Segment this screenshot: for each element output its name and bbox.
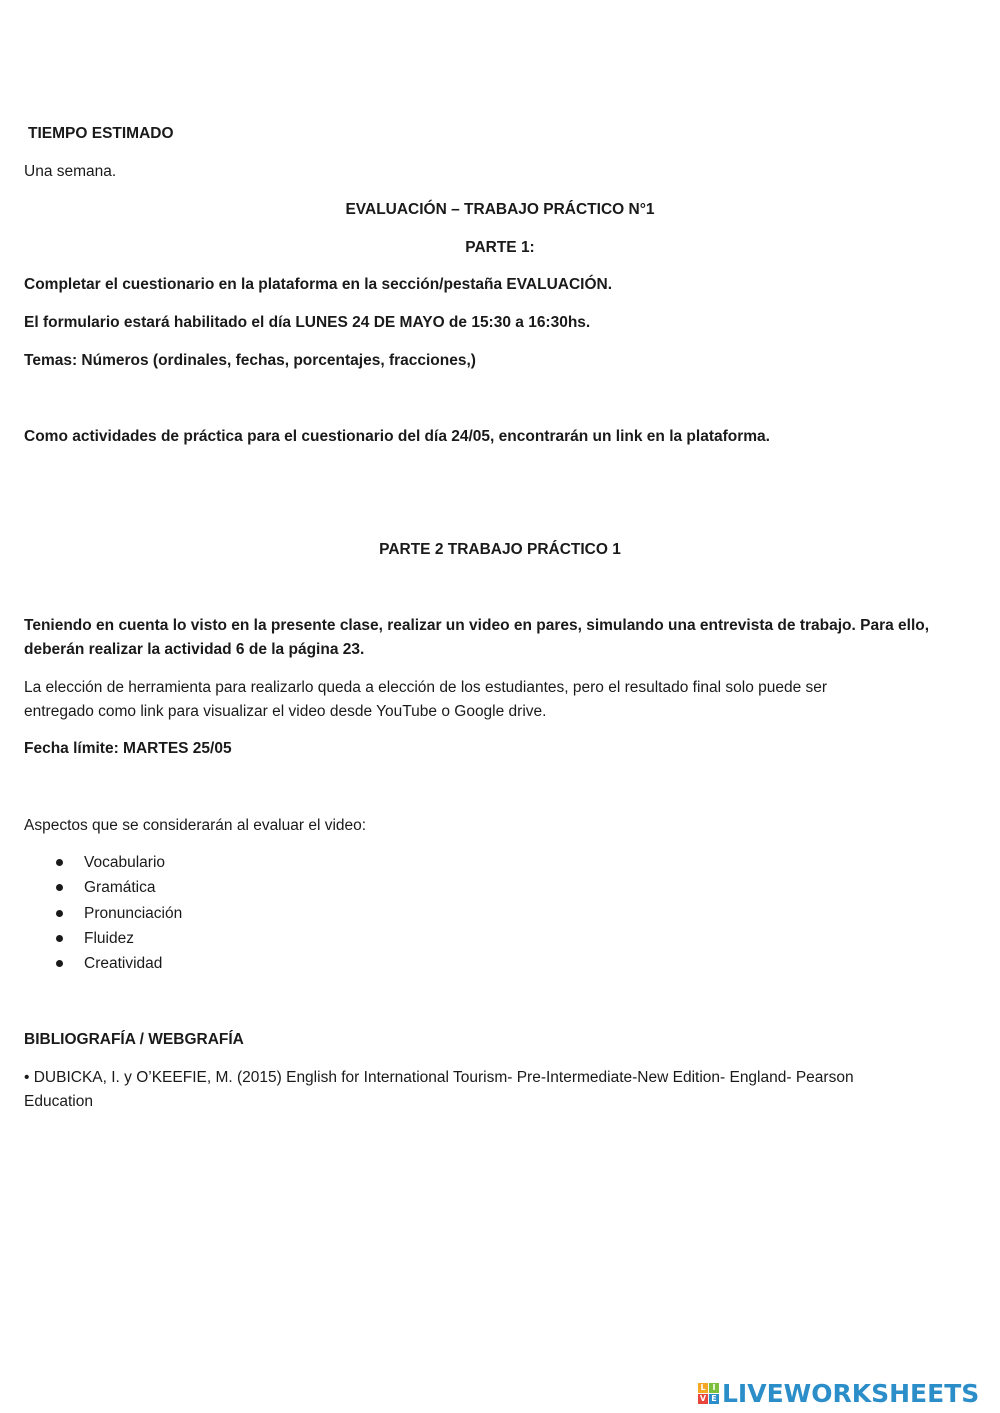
liveworksheets-logo <box>698 1377 979 1409</box>
logo-grid-letter: V <box>699 1393 707 1403</box>
bullet-icon <box>56 935 63 942</box>
parte2-deadline: Fecha límite: MARTES 25/05 <box>24 740 232 757</box>
parte1-line-cuestionario: Completar el cuestionario en la plataforma en la sección/pestaña EVALUACIÓN. <box>24 276 613 293</box>
logo-grid-letter: L <box>698 1383 708 1393</box>
parte2-tool-line1: La elección de herramienta para realizarlo queda a elección de los estudiantes, pero el resultado final solo puede ser <box>24 679 828 696</box>
bullet-icon <box>56 859 63 866</box>
parte2-title: PARTE 2 TRABAJO PRÁCTICO 1 <box>379 541 621 558</box>
tiempo-estimado-value: Una semana. <box>24 163 117 180</box>
bibliografia-entry-line1: • DUBICKA, I. y O’KEEFIE, M. (2015) English for International Tourism- Pre-Intermediate-New Edition- England- Pearson <box>24 1069 854 1086</box>
practice-activities-text: Como actividades de práctica para el cuestionario del día 24/05, encontrarán un link en la plataforma. <box>24 428 770 445</box>
bullet-icon <box>56 910 63 917</box>
aspect-creatividad: Creatividad <box>84 955 163 972</box>
parte1-title: PARTE 1: <box>465 239 535 256</box>
parte2-instruction-line1: Teniendo en cuenta lo visto en la presente clase, realizar un video en pares, simulando una entrevista de trabajo. Para ello, <box>24 617 930 634</box>
tiempo-estimado-heading: TIEMPO ESTIMADO <box>28 125 174 142</box>
parte2-tool-line2: entregado como link para visualizar el video desde YouTube o Google drive. <box>24 703 547 720</box>
bibliografia-entry-line2: Education <box>24 1093 93 1110</box>
parte1-line-temas: Temas: Números (ordinales, fechas, porcentajes, fracciones,) <box>24 352 476 369</box>
bibliografia-heading: BIBLIOGRAFÍA / WEBGRAFÍA <box>24 1031 244 1048</box>
aspect-vocabulario: Vocabulario <box>84 854 166 871</box>
bullet-icon <box>56 884 63 891</box>
aspects-intro: Aspectos que se considerarán al evaluar el video: <box>24 817 367 834</box>
aspect-gramatica: Gramática <box>84 879 156 896</box>
logo-grid-letter: E <box>709 1394 719 1404</box>
evaluacion-title: EVALUACIÓN – TRABAJO PRÁCTICO N°1 <box>345 201 655 218</box>
logo-grid-icon <box>698 1383 719 1404</box>
parte2-instruction-line2: deberán realizar la actividad 6 de la página 23. <box>24 641 365 658</box>
aspect-fluidez: Fluidez <box>84 930 134 947</box>
parte1-line-formulario: El formulario estará habilitado el día LUNES 24 DE MAYO de 15:30 a 16:30hs. <box>24 314 591 331</box>
logo-grid-letter: I <box>709 1383 719 1393</box>
logo-text: LIVEWORKSHEETS <box>722 1378 980 1408</box>
bullet-icon <box>56 960 63 967</box>
aspect-pronunciacion: Pronunciación <box>84 905 183 922</box>
